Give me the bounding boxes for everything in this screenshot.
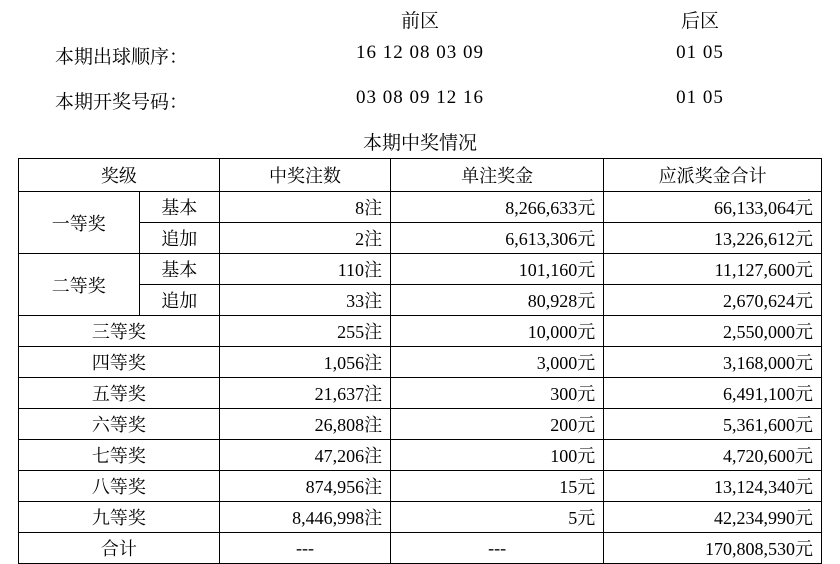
grade-cell: 九等奖 [19, 502, 220, 533]
amount-cell: 15元 [391, 471, 604, 502]
ball-order-label: 本期出球顺序： [55, 47, 189, 68]
amount-cell: 8,266,633元 [391, 192, 604, 223]
amount-cell: 200元 [391, 409, 604, 440]
amount-cell: 5元 [391, 502, 604, 533]
front-zone-label: 前区 [400, 11, 439, 32]
table-row [19, 316, 822, 347]
count-cell: 1,056注 [219, 347, 390, 378]
table-header-row [19, 159, 822, 192]
header-total: 应派奖金合计 [604, 159, 822, 192]
table-row [19, 347, 822, 378]
amount-cell: 100元 [391, 440, 604, 471]
count-cell: 8注 [219, 192, 390, 223]
table-row-total [19, 533, 822, 564]
amount-cell: --- [391, 533, 604, 564]
table-row [19, 192, 822, 223]
back-zone-label: 后区 [680, 11, 719, 32]
grade-cell: 五等奖 [19, 378, 220, 409]
header-count: 中奖注数 [219, 159, 390, 192]
count-cell: 8,446,998注 [219, 502, 390, 533]
ball-order-front-numbers: 16 12 08 03 09 [356, 42, 484, 63]
count-cell: 2注 [219, 223, 390, 254]
grade-cell: 七等奖 [19, 440, 220, 471]
count-cell: 874,956注 [219, 471, 390, 502]
prize-table [18, 158, 822, 564]
table-row [19, 254, 822, 285]
total-cell: 42,234,990元 [604, 502, 822, 533]
winning-numbers-front: 03 08 09 12 16 [356, 87, 484, 108]
winning-numbers-label: 本期开奖号码： [55, 92, 189, 113]
ball-order-back-numbers: 01 05 [676, 42, 724, 63]
grade-sub-cell: 基本 [139, 254, 219, 285]
count-cell: 21,637注 [219, 378, 390, 409]
count-cell: 33注 [219, 285, 390, 316]
grade-sub-cell: 追加 [139, 223, 219, 254]
winning-numbers-row [0, 87, 840, 115]
total-cell: 4,720,600元 [604, 440, 822, 471]
grade-cell: 四等奖 [19, 347, 220, 378]
zone-header-row [0, 6, 840, 34]
count-cell: 47,206注 [219, 440, 390, 471]
count-cell: --- [219, 533, 390, 564]
total-cell: 170,808,530元 [604, 533, 822, 564]
amount-cell: 80,928元 [391, 285, 604, 316]
total-cell: 66,133,064元 [604, 192, 822, 223]
section-title: 本期中奖情况 [362, 133, 477, 154]
count-cell: 26,808注 [219, 409, 390, 440]
table-row [19, 409, 822, 440]
grade-cell: 三等奖 [19, 316, 220, 347]
amount-cell: 300元 [391, 378, 604, 409]
grade-cell: 二等奖 [19, 254, 140, 316]
amount-cell: 6,613,306元 [391, 223, 604, 254]
total-cell: 2,670,624元 [604, 285, 822, 316]
ball-order-row [0, 42, 840, 70]
total-cell: 13,226,612元 [604, 223, 822, 254]
count-cell: 255注 [219, 316, 390, 347]
header-amount: 单注奖金 [391, 159, 604, 192]
table-row [19, 378, 822, 409]
header-grade: 奖级 [19, 159, 220, 192]
amount-cell: 3,000元 [391, 347, 604, 378]
table-row [19, 440, 822, 471]
grade-cell: 八等奖 [19, 471, 220, 502]
table-row [19, 471, 822, 502]
total-cell: 6,491,100元 [604, 378, 822, 409]
total-cell: 13,124,340元 [604, 471, 822, 502]
count-cell: 110注 [219, 254, 390, 285]
grade-sub-cell: 基本 [139, 192, 219, 223]
table-row [19, 502, 822, 533]
total-cell: 2,550,000元 [604, 316, 822, 347]
table-row [19, 223, 822, 254]
total-cell: 5,361,600元 [604, 409, 822, 440]
grade-cell: 一等奖 [19, 192, 140, 254]
table-row [19, 285, 822, 316]
amount-cell: 10,000元 [391, 316, 604, 347]
grade-cell: 合计 [19, 533, 220, 564]
total-cell: 11,127,600元 [604, 254, 822, 285]
grade-sub-cell: 追加 [139, 285, 219, 316]
total-cell: 3,168,000元 [604, 347, 822, 378]
grade-cell: 六等奖 [19, 409, 220, 440]
amount-cell: 101,160元 [391, 254, 604, 285]
winning-numbers-back: 01 05 [676, 87, 724, 108]
